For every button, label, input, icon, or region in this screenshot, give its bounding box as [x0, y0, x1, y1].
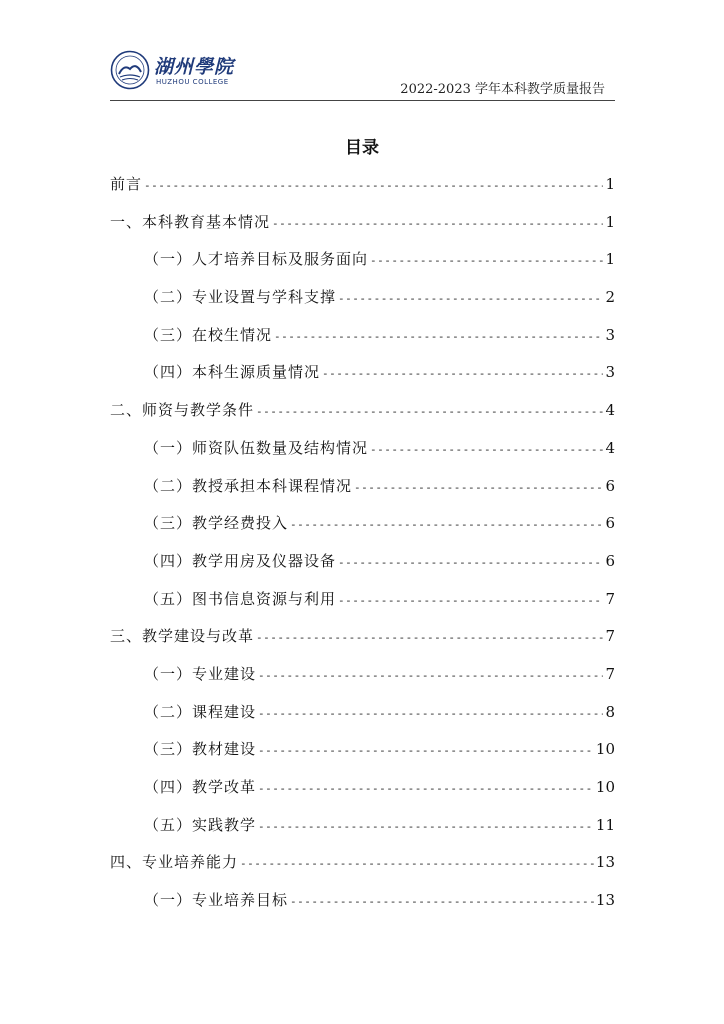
- toc-entry[interactable]: [110, 844, 615, 882]
- toc-entry-page-number: 13: [595, 853, 615, 872]
- toc-title: 目录: [345, 138, 379, 158]
- toc-dot-leader: [258, 695, 603, 733]
- logo-english-name: HUZHOU COLLEGE: [156, 78, 229, 86]
- toc-dot-leader: [290, 883, 594, 921]
- toc-entry-label: （二）教授承担本科课程情况: [144, 476, 353, 495]
- table-of-contents: [110, 166, 615, 920]
- toc-entry-page-number: 6: [605, 476, 615, 495]
- toc-entry-page-number: 10: [595, 778, 615, 796]
- toc-entry-page-number: 3: [605, 325, 615, 344]
- toc-entry-page-number: 7: [605, 664, 615, 683]
- toc-dot-leader: [370, 431, 603, 469]
- toc-entry[interactable]: [110, 656, 615, 694]
- toc-entry-label: 一、本科教育基本情况: [110, 212, 271, 231]
- toc-entry-label: （三）教材建设: [144, 740, 257, 759]
- toc-entry[interactable]: [110, 694, 615, 732]
- toc-entry[interactable]: [110, 807, 615, 845]
- header-divider: [110, 100, 615, 101]
- toc-entry[interactable]: [110, 279, 615, 317]
- toc-entry-label: （二）专业设置与学科支撑: [144, 288, 337, 307]
- toc-entry-page-number: 7: [605, 589, 615, 608]
- toc-entry-label: （三）在校生情况: [144, 325, 273, 344]
- toc-entry-label: （一）专业培养目标: [144, 891, 289, 910]
- toc-dot-leader: [290, 506, 603, 544]
- toc-entry-page-number: 8: [605, 702, 615, 721]
- toc-entry[interactable]: [110, 468, 615, 506]
- toc-entry[interactable]: [110, 731, 615, 769]
- toc-dot-leader: [338, 280, 603, 318]
- toc-entry-page-number: 6: [605, 514, 615, 533]
- toc-entry-label: （四）本科生源质量情况: [144, 363, 321, 382]
- toc-entry-page-number: 1: [605, 175, 615, 193]
- toc-entry[interactable]: [110, 430, 615, 468]
- toc-entry-page-number: 4: [605, 401, 615, 420]
- toc-entry-label: （三）教学经费投入: [144, 514, 289, 533]
- toc-entry-page-number: 4: [605, 438, 615, 457]
- report-title: 2022-2023 学年本科教学质量报告: [400, 82, 605, 97]
- toc-entry[interactable]: [110, 204, 615, 242]
- toc-entry[interactable]: [110, 317, 615, 355]
- toc-entry-label: （二）课程建设: [144, 702, 257, 721]
- toc-entry-page-number: 11: [595, 815, 615, 834]
- toc-dot-leader: [370, 242, 603, 280]
- toc-dot-leader: [258, 808, 594, 846]
- toc-dot-leader: [258, 657, 603, 695]
- toc-entry[interactable]: [110, 618, 615, 656]
- toc-entry[interactable]: [110, 581, 615, 619]
- toc-entry-label: （一）专业建设: [144, 664, 257, 683]
- toc-dot-leader: [240, 845, 594, 883]
- toc-entry-page-number: 1: [605, 250, 615, 269]
- toc-entry-label: （一）师资队伍数量及结构情况: [144, 438, 369, 457]
- toc-dot-leader: [258, 732, 594, 770]
- toc-dot-leader: [338, 582, 603, 620]
- toc-entry[interactable]: [110, 392, 615, 430]
- toc-entry-label: 前言: [110, 175, 143, 193]
- toc-entry[interactable]: [110, 505, 615, 543]
- toc-entry-page-number: 13: [595, 891, 615, 910]
- toc-entry-label: 二、师资与教学条件: [110, 401, 255, 420]
- toc-entry-label: 四、专业培养能力: [110, 853, 239, 872]
- toc-entry-label: （四）教学用房及仪器设备: [144, 551, 337, 570]
- toc-dot-leader: [258, 770, 594, 808]
- toc-entry-label: （五）实践教学: [144, 815, 257, 834]
- toc-entry-label: （四）教学改革: [144, 778, 257, 796]
- toc-entry[interactable]: [110, 882, 615, 920]
- toc-dot-leader: [338, 544, 603, 582]
- toc-entry-page-number: 10: [595, 740, 615, 759]
- toc-entry-label: （一）人才培养目标及服务面向: [144, 250, 369, 269]
- toc-dot-leader: [272, 205, 603, 243]
- page-header: [110, 46, 615, 102]
- toc-dot-leader: [256, 393, 603, 431]
- toc-dot-leader: [322, 355, 603, 393]
- toc-entry-page-number: 3: [605, 363, 615, 382]
- toc-dot-leader: [144, 167, 603, 205]
- toc-entry-page-number: 1: [605, 212, 615, 231]
- toc-dot-leader: [354, 469, 603, 507]
- toc-entry[interactable]: [110, 166, 615, 204]
- toc-entry-label: （五）图书信息资源与利用: [144, 589, 337, 608]
- college-logo: [110, 50, 250, 94]
- toc-dot-leader: [256, 619, 603, 657]
- toc-entry-page-number: 2: [605, 288, 615, 307]
- college-seal-icon: [110, 50, 150, 90]
- toc-entry[interactable]: [110, 241, 615, 279]
- toc-entry-page-number: 6: [605, 551, 615, 570]
- toc-entry-page-number: 7: [605, 627, 615, 646]
- toc-entry-label: 三、教学建设与改革: [110, 627, 255, 646]
- toc-entry[interactable]: [110, 354, 615, 392]
- toc-dot-leader: [274, 318, 603, 356]
- toc-entry[interactable]: [110, 769, 615, 807]
- logo-chinese-name: 湖州學院: [154, 56, 235, 78]
- toc-entry[interactable]: [110, 543, 615, 581]
